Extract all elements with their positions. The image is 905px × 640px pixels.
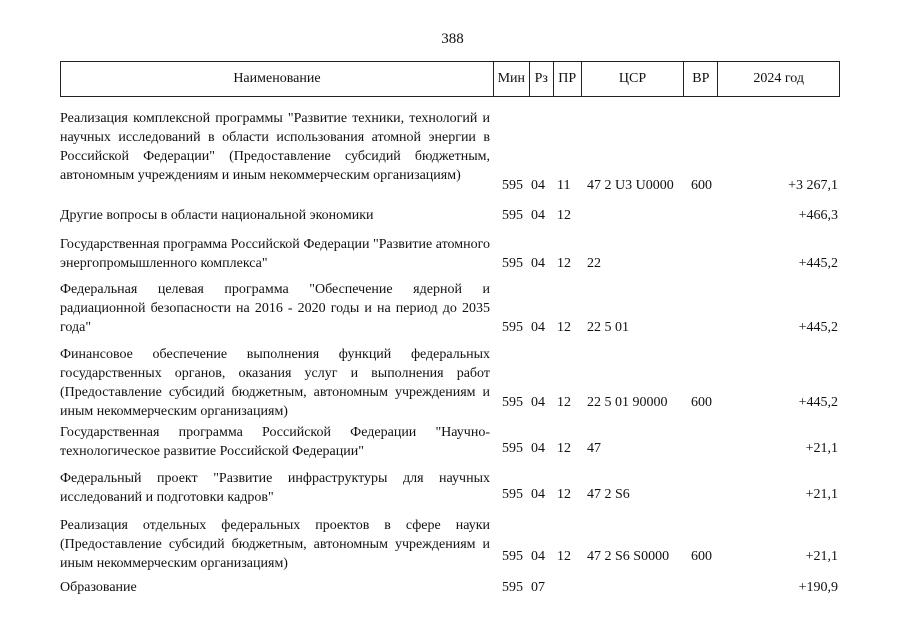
row-min: 595: [502, 549, 523, 564]
row-pr: 11: [557, 178, 571, 193]
row-amount: +21,1: [805, 549, 838, 564]
table-row: [60, 235, 840, 273]
table-row: [60, 345, 840, 419]
row-rz: 04: [531, 549, 545, 564]
row-rz: 04: [531, 208, 545, 223]
row-amount: +466,3: [798, 208, 838, 223]
row-csr: 47: [587, 441, 601, 456]
row-amount: +3 267,1: [788, 178, 838, 193]
row-min: 595: [502, 256, 523, 271]
row-min: 595: [502, 395, 523, 410]
table-row: [60, 109, 840, 195]
row-amount: +21,1: [805, 441, 838, 456]
row-pr: 12: [557, 256, 571, 271]
row-vr: 600: [691, 395, 712, 410]
row-pr: 12: [557, 208, 571, 223]
row-vr: 600: [691, 549, 712, 564]
header-vr: ВР: [684, 62, 718, 96]
table-row: [60, 280, 840, 337]
row-name: Государственная программа Российской Федерации "Научно-технологическое развитие Российской Федерации": [60, 425, 490, 459]
row-name: Реализация комплексной программы "Развитие техники, технологий и научных исследований в области использования атомной энергии в Российской Федерации" (Предоставление субсидий бюджетным, автономным учреждениям и иным некоммерческим организациям): [60, 111, 490, 183]
table-row: [60, 423, 840, 458]
row-csr: 22: [587, 256, 601, 271]
row-pr: 12: [557, 441, 571, 456]
header-csr: ЦСР: [582, 62, 685, 96]
row-pr: 12: [557, 320, 571, 335]
row-name: Другие вопросы в области национальной экономики: [60, 208, 374, 223]
row-csr: 47 2 S6: [587, 487, 630, 502]
table-row: [60, 516, 840, 571]
row-name: Федеральная целевая программа "Обеспечение ядерной и радиационной безопасности на 2016 - 2020 годы и на период до 2035 года": [60, 282, 490, 335]
row-min: 595: [502, 178, 523, 193]
row-name: Реализация отдельных федеральных проектов в сфере науки (Предоставление субсидий бюджетным, автономным учреждениям и иным некоммерческим организациям): [60, 518, 490, 571]
row-min: 595: [502, 320, 523, 335]
table-row: [60, 469, 840, 504]
row-min: 595: [502, 208, 523, 223]
table-row: [60, 578, 840, 597]
row-amount: +445,2: [798, 256, 838, 271]
row-rz: 07: [531, 580, 545, 595]
row-amount: +445,2: [798, 395, 838, 410]
row-rz: 04: [531, 178, 545, 193]
header-rz: Рз: [530, 62, 554, 96]
page-number: 388: [441, 31, 464, 47]
row-rz: 04: [531, 256, 545, 271]
row-pr: 12: [557, 549, 571, 564]
header-name: Наименование: [61, 62, 494, 96]
row-csr: 47 2 S6 S0000: [587, 549, 670, 564]
row-min: 595: [502, 441, 523, 456]
row-rz: 04: [531, 320, 545, 335]
row-name: Образование: [60, 580, 137, 595]
row-csr: 22 5 01 90000: [587, 395, 668, 410]
row-csr: 47 2 U3 U0000: [587, 178, 674, 193]
row-pr: 12: [557, 487, 571, 502]
row-rz: 04: [531, 441, 545, 456]
row-name: Государственная программа Российской Федерации "Развитие атомного энергопромышленного комплекса": [60, 237, 490, 271]
header-pr: ПР: [554, 62, 582, 96]
row-name: Федеральный проект "Развитие инфраструктуры для научных исследований и подготовки кадров": [60, 471, 490, 505]
table-header: [60, 61, 840, 97]
header-min: Мин: [494, 62, 530, 96]
row-rz: 04: [531, 487, 545, 502]
row-csr: 22 5 01: [587, 320, 629, 335]
row-amount: +445,2: [798, 320, 838, 335]
table-row: [60, 206, 840, 225]
row-name: Финансовое обеспечение выполнения функций федеральных государственных органов, оказания услуг и выполнения работ (Предоставление субсидий бюджетным, автономным учреждениям и иным некоммерческим организациям): [60, 347, 490, 419]
row-amount: +21,1: [805, 487, 838, 502]
row-vr: 600: [691, 178, 712, 193]
row-rz: 04: [531, 395, 545, 410]
header-year: 2024 год: [753, 71, 804, 86]
row-min: 595: [502, 487, 523, 502]
row-pr: 12: [557, 395, 571, 410]
row-min: 595: [502, 580, 523, 595]
row-amount: +190,9: [798, 580, 838, 595]
